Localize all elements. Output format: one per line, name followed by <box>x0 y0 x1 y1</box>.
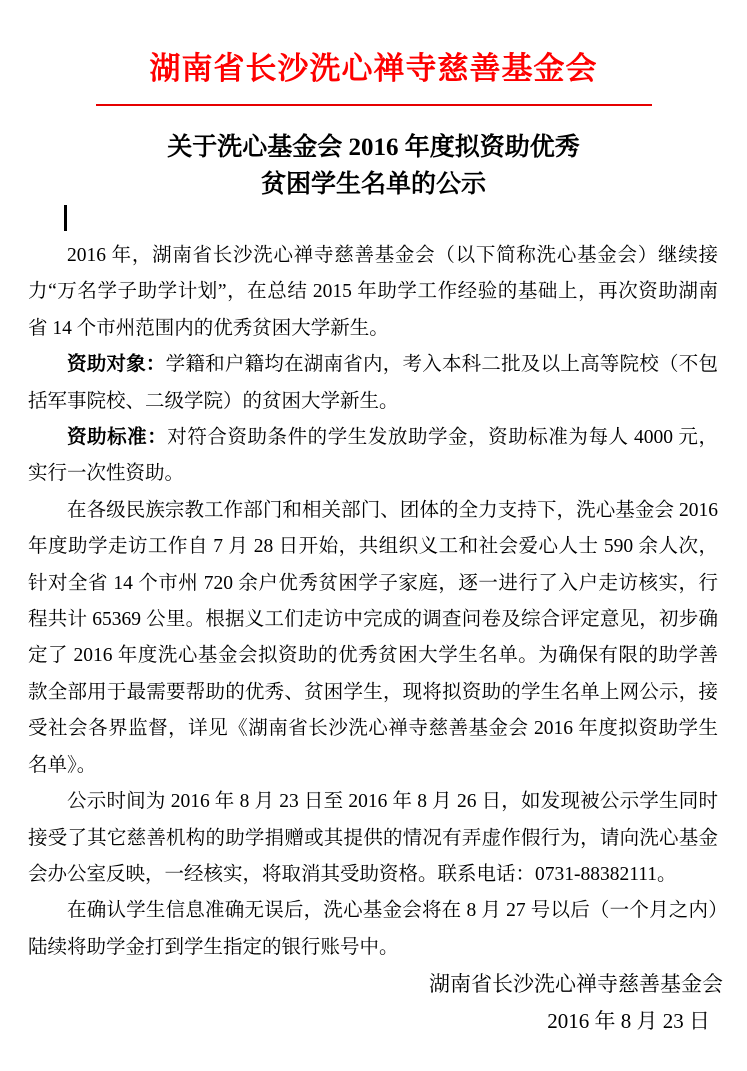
document-page <box>0 50 747 1071</box>
body-paragraph[interactable] <box>28 347 718 420</box>
text-cursor <box>64 205 67 231</box>
empty-edit-line[interactable] <box>0 203 747 238</box>
body-paragraph[interactable] <box>28 420 718 493</box>
document-title-line1: 关于洗心基金会 2016 年度拟资助优秀 <box>167 134 580 161</box>
red-divider-line <box>96 104 652 106</box>
paragraph-text: 在各级民族宗教工作部门和相关部门、团体的全力支持下，洗心基金会 2016 年度助学走访工作自 7 月 28 日开始，共组织义工和社会爱心人士 590 余人次，针对全省 14 个市州 720 余户优秀贫困学子家庭，逐一进行了入户走访核实，行程共计 65369 公里。根据义工们走访中完成的调查问卷及综合评定意见，初步确定了 2016 年度洗心基金会拟资助的优秀贫困大学生名单。为确保有限的助学善款全部用于最需要帮助的优秀、贫困学生，现将拟资助的学生名单上网公示，接受社会各界监督，详见《湖南省长沙洗心禅寺慈善基金会 2016 年度拟资助学生名单》。 <box>28 499 718 776</box>
body-paragraph[interactable] <box>28 893 718 966</box>
body-paragraph[interactable] <box>28 238 718 347</box>
paragraph-text: 在确认学生信息准确无误后，洗心基金会将在 8 月 27 号以后（一个月之内）陆续将助学金打到学生指定的银行账号中。 <box>28 900 718 958</box>
paragraph-text: 2016 年，湖南省长沙洗心禅寺慈善基金会（以下简称洗心基金会）继续接力“万名学子助学计划”，在总结 2015 年助学工作经验的基础上，再次资助湖南省 14 个市州范围内的优秀贫困大学新生。 <box>28 245 718 339</box>
paragraph-text: 公示时间为 2016 年 8 月 23 日至 2016 年 8 月 26 日，如发现被公示学生同时接受了其它慈善机构的助学捐赠或其提供的情况有弄虚作假行为，请向洗心基金会办公室反映，一经核实，将取消其受助资格。联系电话：0731-88382111。 <box>28 791 718 885</box>
body-paragraph[interactable] <box>28 493 718 784</box>
paragraph-label: 资助对象： <box>67 354 166 376</box>
document-title <box>0 129 747 203</box>
paragraph-text: 对符合资助条件的学生发放助学金，资助标准为每人 4000 元，实行一次性资助。 <box>28 427 718 485</box>
paragraph-label: 资助标准： <box>67 427 168 449</box>
organization-header-title: 湖南省长沙洗心禅寺慈善基金会 <box>149 51 598 86</box>
signature-block <box>0 966 747 1040</box>
paragraph-text: 学籍和户籍均在湖南省内，考入本科二批及以上高等院校（不包括军事院校、二级学院）的贫困大学新生。 <box>28 354 718 412</box>
document-title-line2: 贫困学生名单的公示 <box>260 171 486 198</box>
signature-date: 2016 年 8 月 23 日 <box>547 1009 710 1034</box>
document-body <box>0 238 747 966</box>
body-paragraph[interactable] <box>28 784 718 893</box>
signature-org: 湖南省长沙洗心禅寺慈善基金会 <box>429 972 723 997</box>
